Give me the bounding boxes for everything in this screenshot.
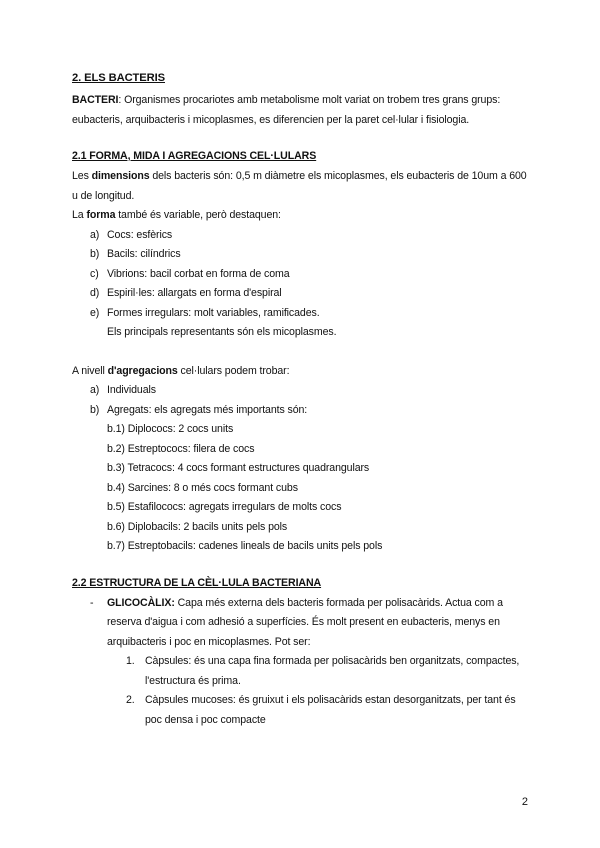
list-item [90, 381, 532, 401]
list-marker: d) [90, 287, 100, 299]
list-text: Cocs: esfèrics [107, 228, 173, 241]
intro-text: : Organismes procariotes amb metabolisme molt variat on trobem tres grans grups: eubacteris, arquibacteris i micoplasmes, es diferencien per la paret cel·lular i fisiologia. [72, 94, 501, 126]
dimensions-post: dels bacteris són: 0,5 m diàmetre els micoplasmes, els eubacteris de 10um a 600 u de longitud. [72, 170, 527, 202]
heading-2-2: 2.2 ESTRUCTURA DE LA CÈL·LULA BACTERIANA [72, 576, 322, 589]
list-item [90, 304, 532, 324]
numbered-item [126, 652, 532, 691]
intro-paragraph [72, 91, 532, 130]
numbered-text: Càpsules mucoses: és gruixut i els polisacàrids estan desorganitzats, per tant és poc densa i poc compacte [145, 694, 516, 726]
forms-note: Els principals representants són els micoplasmes. [107, 326, 337, 338]
list-item [90, 265, 532, 285]
list-text: Individuals [107, 384, 156, 396]
agregat-item: b.4) Sarcines: 8 o més cocs formant cubs [107, 481, 298, 494]
agregat-item: b.7) Estreptobacils: cadenes lineals de bacils units pels pols [107, 540, 383, 552]
document-page [72, 72, 532, 730]
list-text: Bacils: cilíndrics [107, 248, 181, 260]
list-marker: c) [90, 267, 99, 280]
agregat-item: b.5) Estafilococs: agregats irregulars de molts cocs [107, 501, 342, 513]
list-marker: a) [90, 228, 100, 241]
forms-list [90, 226, 532, 324]
list-marker: b) [90, 403, 100, 416]
forma-bold: forma [86, 209, 116, 221]
heading-2-1: 2.1 FORMA, MIDA I AGREGACIONS CEL·LULARS [72, 150, 317, 162]
section-title: 2. ELS BACTERIS [72, 72, 165, 84]
numbered-item [126, 691, 532, 730]
glicocalix-term: GLICOCÀLIX: [107, 596, 175, 609]
list-text: Agregats: els agregats més importants són: [107, 403, 308, 416]
list-marker: a) [90, 384, 100, 396]
numbered-text: Càpsules: és una capa fina formada per polisacàrids ben organitzats, compactes, l'estructura és prima. [145, 655, 520, 687]
agregacions-paragraph [72, 362, 532, 382]
dash-bullet: - [90, 596, 94, 609]
forma-post: també és variable, però destaquen: [115, 209, 281, 221]
list-text: Espiril·les: allargats en forma d'espiral [107, 287, 282, 299]
list-item [90, 401, 532, 421]
glicocalix-desc: Capa més externa dels bacteris formada per polisacàrids. Actua com a reserva d'aigua i com adhesió a superfícies. És molt present en eubacteris, menys en arquibacteris i poc en micoplasmes. Pot ser: [107, 596, 503, 648]
agregat-item: b.1) Diplococs: 2 cocs units [107, 423, 234, 435]
list-item [90, 284, 532, 304]
intro-term: BACTERI [72, 94, 119, 106]
number-marker: 2. [126, 694, 135, 706]
dimensions-paragraph [72, 167, 532, 206]
agregacions-pre: A nivell [72, 364, 108, 377]
list-marker: b) [90, 248, 100, 260]
agregacions-list [90, 381, 532, 420]
agregat-item: b.2) Estreptococs: filera de cocs [107, 442, 255, 455]
dimensions-pre: Les [72, 170, 92, 182]
agregats-list [72, 420, 532, 557]
agregat-item: b.3) Tetracocs: 4 cocs formant estructures quadrangulars [107, 462, 370, 474]
list-item [90, 226, 532, 246]
list-text: Vibrions: bacil corbat en forma de coma [107, 267, 290, 280]
agregacions-bold: d'agregacions [107, 364, 178, 377]
forma-paragraph [72, 206, 532, 226]
page-number: 2 [521, 796, 528, 808]
list-marker: e) [90, 306, 100, 319]
number-marker: 1. [126, 655, 135, 667]
agregat-item: b.6) Diplobacils: 2 bacils units pels pols [107, 520, 288, 533]
glicocalix-text [107, 594, 532, 653]
forma-pre: La [72, 209, 87, 221]
glicocalix-item [90, 594, 532, 653]
list-item [90, 245, 532, 265]
list-text: Formes irregulars: molt variables, ramificades. [107, 306, 320, 319]
agregacions-post: cel·lulars podem trobar: [177, 364, 290, 377]
dimensions-bold: dimensions [91, 170, 150, 182]
